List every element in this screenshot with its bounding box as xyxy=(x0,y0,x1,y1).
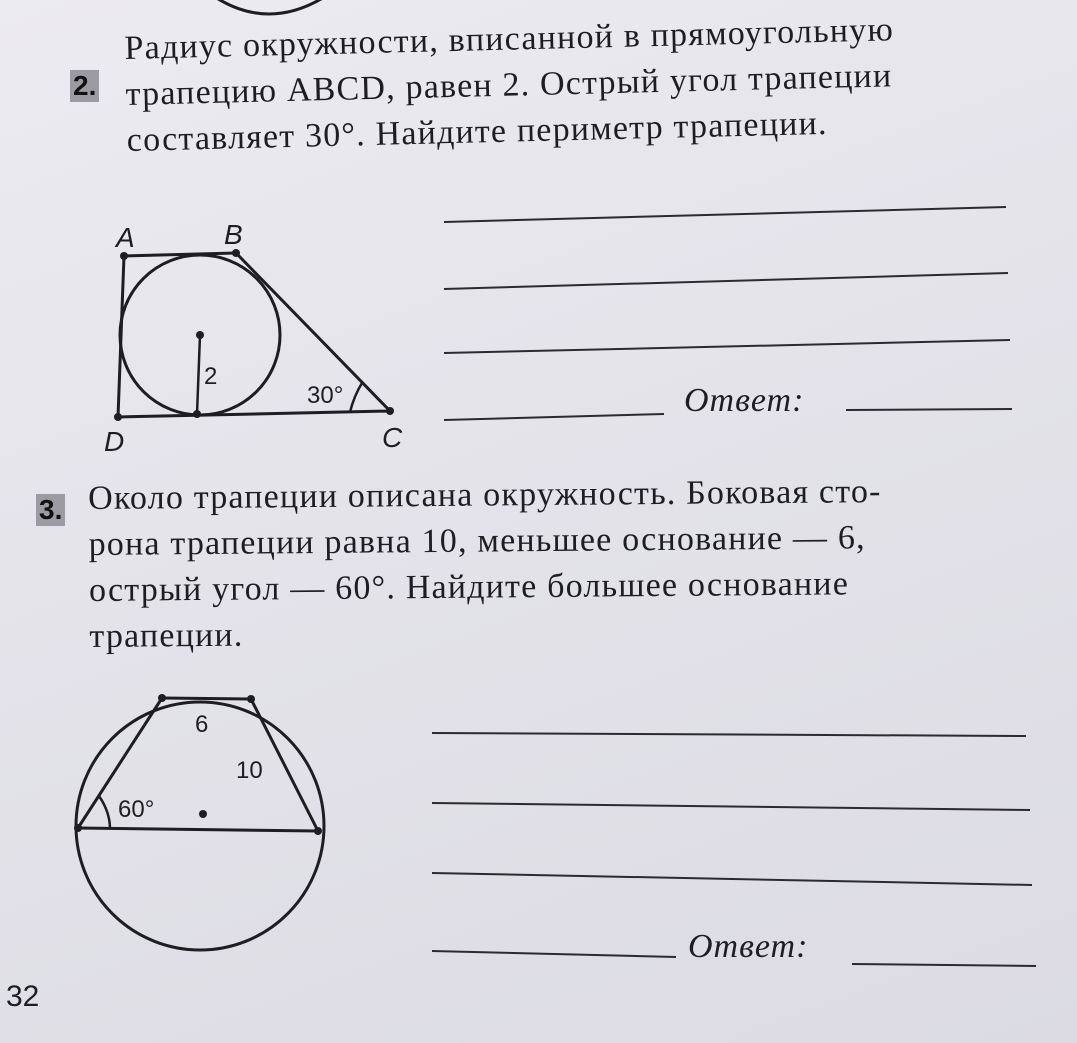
problem-2-line-2: трапецию ABCD, равен 2. Острый угол трапеции xyxy=(125,57,893,113)
side-dc xyxy=(118,411,390,417)
problem-2-line-3: составляет 30°. Найдите периметр трапеции. xyxy=(126,104,829,159)
side-ab xyxy=(124,253,236,256)
page-number: 32 xyxy=(6,980,40,1013)
problem-3-answer-label: Ответ: xyxy=(688,928,809,965)
label-b: B xyxy=(224,219,243,250)
larger-base xyxy=(78,828,318,831)
problem-3-line-4: трапеции. xyxy=(89,616,244,655)
angle-60-label: 60° xyxy=(118,796,155,823)
problem-3-number: 3. xyxy=(36,494,65,526)
problem-2-line-1: Радиус окружности, вписанной в прямоугольную xyxy=(124,11,895,67)
label-d: D xyxy=(104,426,125,457)
problem-3-line-2: рона трапеции равна 10, меньшее основание — 6, xyxy=(88,519,866,563)
angle-arc-30 xyxy=(350,383,362,412)
problem-2-number: 2. xyxy=(70,70,99,102)
label-a: A xyxy=(116,222,135,253)
problem-2-figure xyxy=(0,0,560,470)
smaller-base-label: 6 xyxy=(195,711,209,738)
angle-30-label: 30° xyxy=(307,382,344,409)
label-c: C xyxy=(382,422,403,453)
radius-line xyxy=(197,335,200,414)
circumscribed-circle xyxy=(76,702,324,950)
problem-2-answer-label: Ответ: xyxy=(684,382,805,419)
problem-3-figure xyxy=(0,650,420,960)
angle-arc-60 xyxy=(99,796,110,829)
problem-3-text xyxy=(88,469,883,660)
smaller-base xyxy=(162,698,251,699)
side-length-label: 10 xyxy=(236,757,263,784)
problem-3-line-1: Около трапеции описана окружность. Боковая сто- xyxy=(88,473,882,517)
radius-value-label: 2 xyxy=(204,363,218,390)
problem-3-line-3: острый угол — 60°. Найдите большее основание xyxy=(88,565,850,609)
